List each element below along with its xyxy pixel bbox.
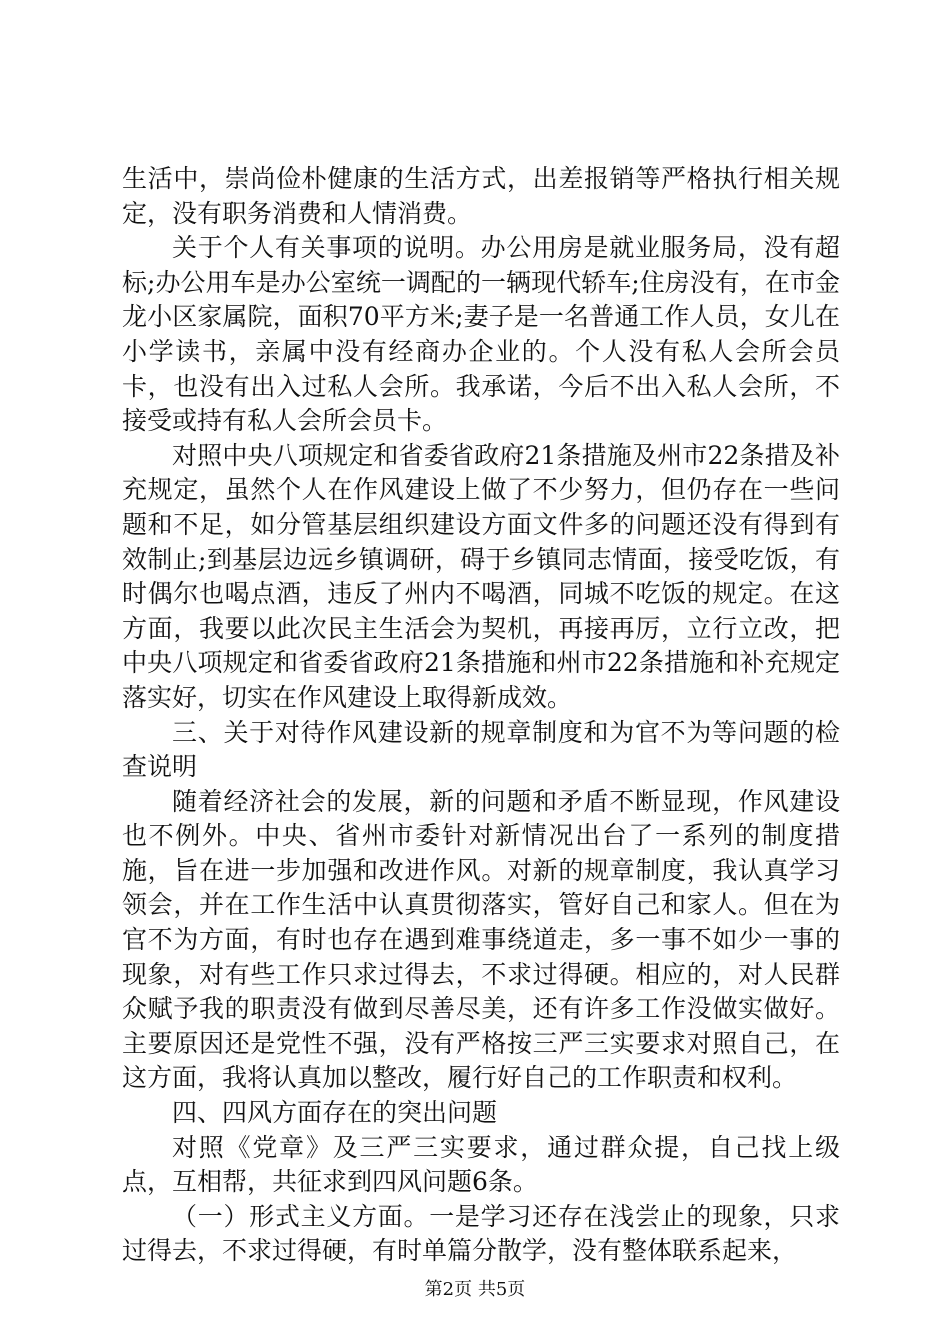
paragraph-personal-matters: 关于个人有关事项的说明。办公用房是就业服务局，没有超标;办公用车是办公室统一调配的一辆现代轿车;住房没有，在市金龙小区家属院，面积70平方米;妻子是一名普通工作人员，女儿在小学读书，亲属中没有经商办企业的。个人没有私人会所会员卡，也没有出入过私人会所。我承诺，今后不出入私人会所，不接受或持有私人会所会员卡。 xyxy=(122,233,840,436)
document-body xyxy=(122,162,840,1269)
paragraph-four-winds: 对照《党章》及三严三实要求，通过群众提，自己找上级点，互相帮，共征求到四风问题6条。 xyxy=(122,1132,840,1197)
paragraph-continuation: 生活中，崇尚俭朴健康的生活方式，出差报销等严格执行相关规定，没有职务消费和人情消费。 xyxy=(122,164,840,228)
paragraph-new-rules: 随着经济社会的发展，新的问题和矛盾不断显现，作风建设也不例外。中央、省州市委针对新情况出台了一系列的制度措施，旨在进一步加强和改进作风。对新的规章制度，我认真学习领会，并在工作生活中认真贯彻落实，管好自己和家人。但在为官不为方面，有时也存在遇到难事绕道走，多一事不如少一事的现象，对有些工作只求过得去，不求过得硬。相应的，对人民群众赋予我的职责没有做到尽善尽美，还有许多工作没做实做好。主要原因还是党性不强，没有严格按三严三实要求对照自己，在这方面，我将认真加以整改，履行好自己的工作职责和权利。 xyxy=(122,786,840,1093)
section-heading-4: 四、四风方面存在的突出问题 xyxy=(172,1098,498,1128)
paragraph-eight-rules: 对照中央八项规定和省委省政府21条措施及州市22条措及补充规定，虽然个人在作风建设上做了不少努力，但仍存在一些问题和不足，如分管基层组织建设方面文件多的问题还没有得到有效制止;到基层边远乡镇调研，碍于乡镇同志情面，接受吃饭，有时偶尔也喝点酒，违反了州内不喝酒，同城不吃饭的规定。在这方面，我要以此次民主生活会为契机，再接再厉，立行立改，把中央八项规定和省委省政府21条措施和州市22条措施和补充规定落实好，切实在作风建设上取得新成效。 xyxy=(122,440,840,712)
paragraph-formalism: （一）形式主义方面。一是学习还存在浅尝止的现象，只求过得去，不求过得硬，有时单篇分散学，没有整体联系起来， xyxy=(122,1201,840,1266)
page-footer: 第2页 共5页 xyxy=(424,1279,526,1300)
section-heading-3: 三、关于对待作风建设新的规章制度和为官不为等问题的检查说明 xyxy=(122,717,840,782)
